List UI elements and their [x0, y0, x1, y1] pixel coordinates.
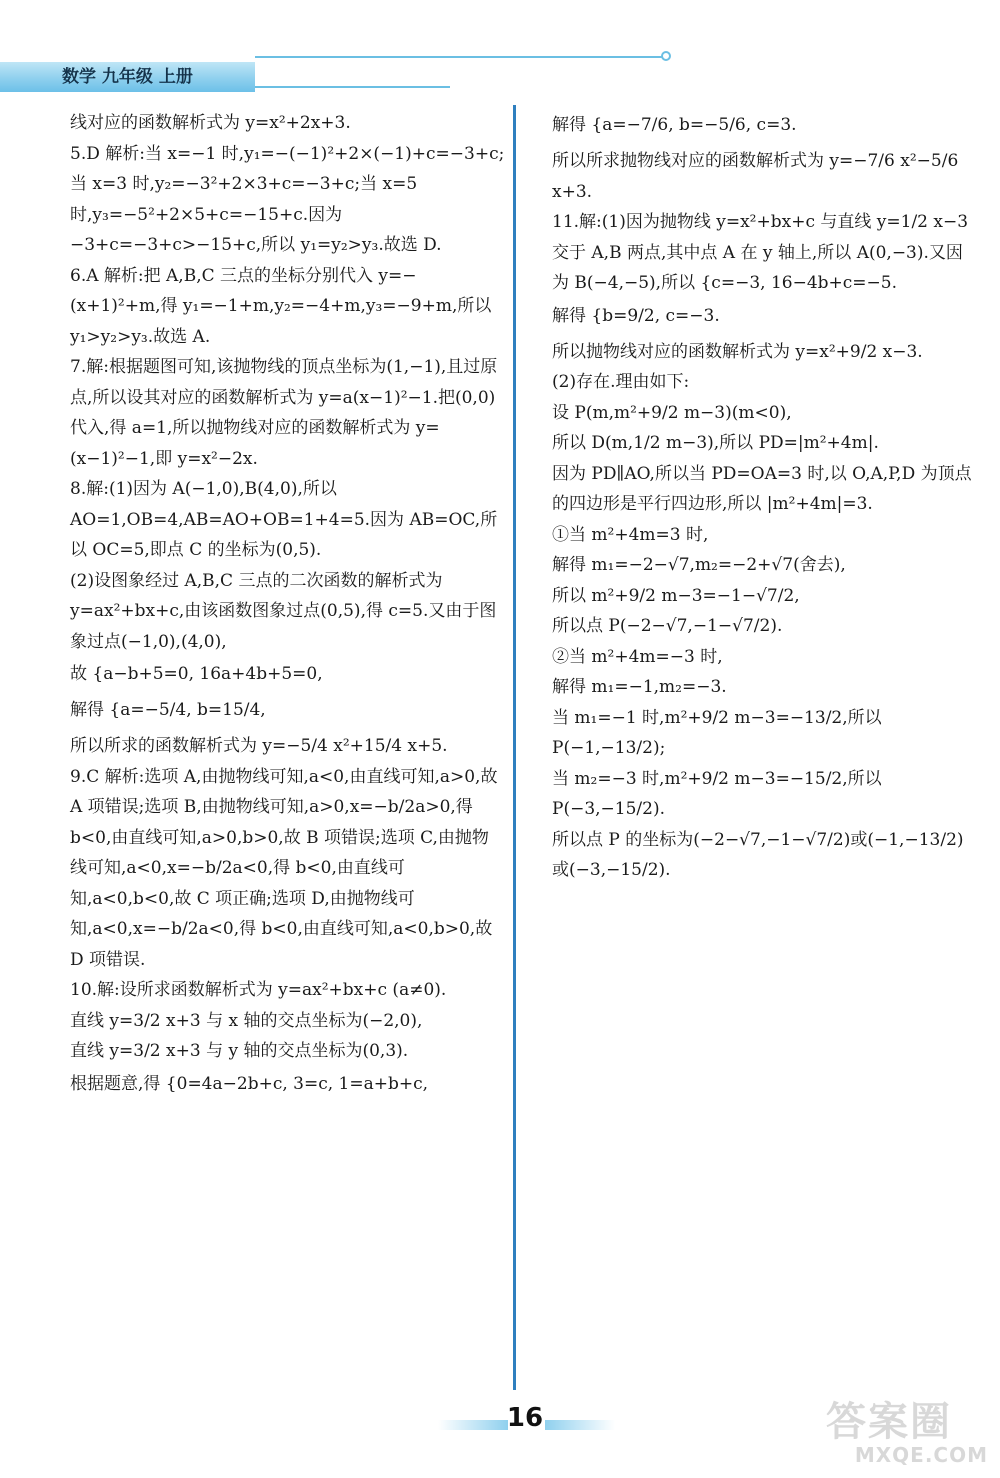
answer-text: 所以 m²+9/2 m−3=−1−√7/2,: [552, 585, 800, 606]
answer-5: 5.D 解析:当 x=−1 时,y₁=−(−1)²+2×(−1)+c=−3+c;当 x=3 时,y₂=−3²+2×3+c=−3+c;当 x=5 时,y₃=−5²+2×5+c=−15+c.因为 −3+c=−3+c>−15+c,所以 y₁=y₂>y₃.故选 D.: [70, 143, 505, 255]
answer-8-part-1: 8.解:(1)因为 A(−1,0),B(4,0),所以 AO=1,OB=4,AB=AO+OB=1+4=5.因为 AB=OC,所以 OC=5,即点 C 的坐标为(0,5).: [70, 479, 498, 560]
header-rule-lower: [255, 86, 450, 88]
answer-11-conclusion: 所以点 P 的坐标为(−2−√7,−1−√7/2)或(−1,−13/2)或(−3,−15/2).: [552, 829, 964, 880]
footer-ornament-left: [438, 1420, 508, 1430]
answer-text: 因为 PD∥AO,所以当 PD=OA=3 时,以 O,A,P,D 为顶点的四边形是平行四边形,所以 |m²+4m|=3.: [552, 463, 972, 514]
answer-text: 解得 m₁=−1,m₂=−3.: [552, 677, 727, 697]
watermark-url: MXQE.COM: [854, 1443, 988, 1467]
equation-system: 根据题意,得 {0=4a−2b+c, 3=c, 1=a+b+c,: [70, 1073, 429, 1094]
answer-7: 7.解:根据题图可知,该抛物线的顶点坐标为(1,−1),且过原点,所以设其对应的函数解析式为 y=a(x−1)²−1.把(0,0)代入,得 a=1,所以抛物线对应的函数解析式为 y=(x−1)²−1,即 y=x²−2x.: [70, 357, 498, 469]
answer-6: 6.A 解析:把 A,B,C 三点的坐标分别代入 y=−(x+1)²+m,得 y₁=−1+m,y₂=−4+m,y₃=−9+m,所以 y₁>y₂>y₃.故选 A.: [70, 265, 492, 347]
equation-system: 故 {a−b+5=0, 16a+4b+5=0,: [70, 664, 323, 684]
answer-10-result: 所以所求抛物线对应的函数解析式为 y=−7/6 x²−5/6 x+3.: [552, 151, 959, 202]
watermark-text: 答案圈: [826, 1399, 952, 1445]
watermark-logo: [826, 1400, 996, 1472]
footer-ornament-right: [545, 1420, 615, 1430]
answer-text: 设 P(m,m²+9/2 m−3)(m<0),: [552, 402, 792, 423]
header-rule: [255, 56, 663, 58]
answer-text: 所以 D(m,1/2 m−3),所以 PD=|m²+4m|.: [552, 433, 879, 453]
answer-9: 9.C 解析:选项 A,由抛物线可知,a<0,由直线可知,a>0,故 A 项错误;选项 B,由抛物线可知,a>0,x=−b/2a>0,得 b<0,由直线可知,a>0,b>0,故 B 项错误;选项 C,由抛物线可知,a<0,x=−b/2a<0,得 b<0,由直线可知,a<0,b<0,故 C 项正确;选项 D,由抛物线可知,a<0,x=−b/2a<0,得 b<0,由直线可知,a<0,b>0,故 D 项错误.: [70, 766, 498, 970]
answer-text: 当 m₁=−1 时,m²+9/2 m−3=−13/2,所以 P(−1,−13/2);: [552, 707, 882, 758]
answer-text: 当 m₂=−3 时,m²+9/2 m−3=−15/2,所以 P(−3,−15/2).: [552, 768, 882, 819]
answer-8-result: 所以所求的函数解析式为 y=−5/4 x²+15/4 x+5.: [70, 736, 448, 756]
page-header-title: 数学 九年级 上册: [62, 67, 193, 87]
answer-11-result: 所以抛物线对应的函数解析式为 y=x²+9/2 x−3.: [552, 341, 923, 362]
answer-11-part-2: (2)存在.理由如下:: [552, 372, 690, 392]
page-number: 16: [506, 1403, 544, 1433]
equation-solution: 解得 {b=9/2, c=−3.: [552, 305, 720, 326]
left-column: [70, 108, 505, 1105]
case-2: ②当 m²+4m=−3 时,: [552, 646, 723, 667]
equation-solution: 解得 {a=−7/6, b=−5/6, c=3.: [552, 115, 797, 135]
answer-text: 解得 m₁=−2−√7,m₂=−2+√7(舍去),: [552, 555, 846, 575]
answer-10-line-x: 直线 y=3/2 x+3 与 x 轴的交点坐标为(−2,0),: [70, 1010, 423, 1031]
column-divider: [513, 105, 516, 1390]
answer-10-intro: 10.解:设所求函数解析式为 y=ax²+bx+c (a≠0).: [70, 980, 447, 1000]
answer-10-line-y: 直线 y=3/2 x+3 与 y 轴的交点坐标为(0,3).: [70, 1041, 409, 1061]
answer-8-part-2: (2)设图象经过 A,B,C 三点的二次函数的解析式为 y=ax²+bx+c,由该函数图象过点(0,5),得 c=5.又由于图象过点(−1,0),(4,0),: [70, 570, 497, 652]
answer-11-part-1: 11.解:(1)因为抛物线 y=x²+bx+c 与直线 y=1/2 x−3 交于 A,B 两点,其中点 A 在 y 轴上,所以 A(0,−3).又因为 B(−4,−5),所以 {c=−3, 16−4b+c=−5.: [552, 212, 969, 293]
answer-text: 线对应的函数解析式为 y=x²+2x+3.: [70, 113, 351, 133]
right-column: [552, 108, 972, 886]
case-1: ①当 m²+4m=3 时,: [552, 524, 709, 545]
answer-text: 所以点 P(−2−√7,−1−√7/2).: [552, 616, 783, 636]
equation-solution: 解得 {a=−5/4, b=15/4,: [70, 700, 266, 720]
header-circle-ornament: [661, 51, 671, 61]
